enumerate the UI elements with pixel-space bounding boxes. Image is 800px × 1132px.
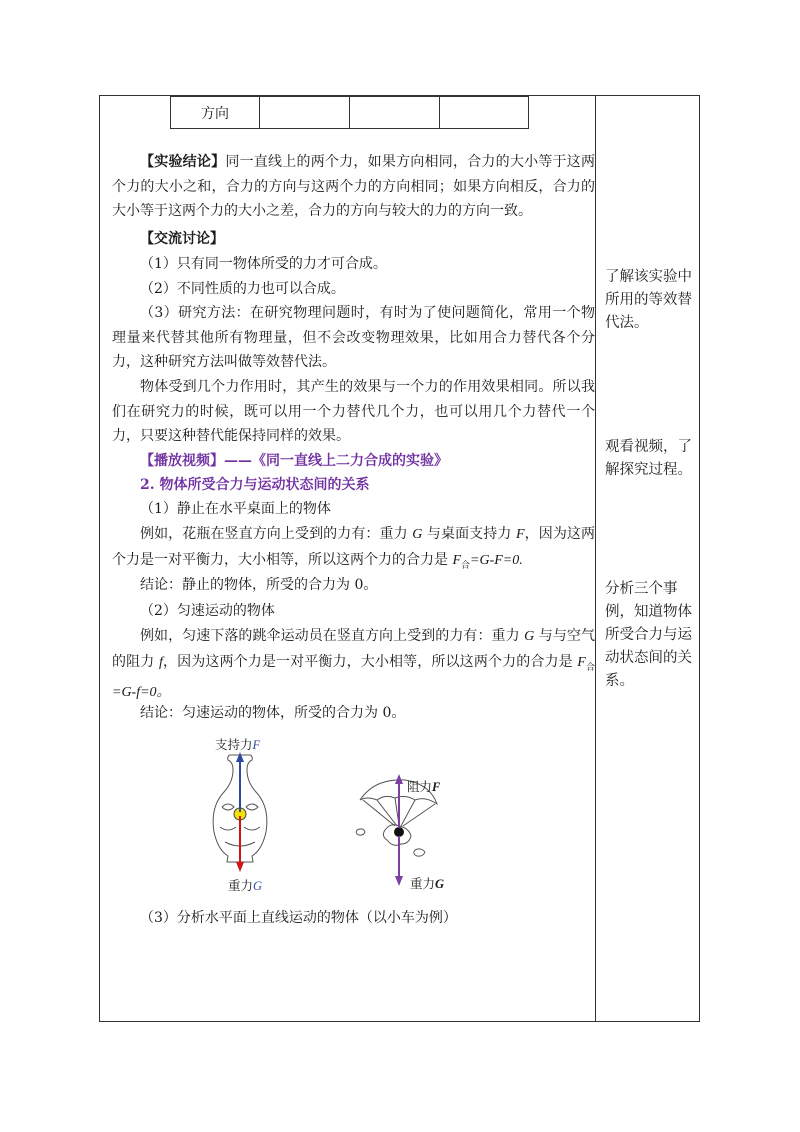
discussion-p2: （2）不同性质的力也可以合成。 — [140, 281, 345, 297]
s1-text-b: 与桌面支持力 — [422, 526, 516, 542]
parachute-resistance-label — [407, 777, 440, 795]
video-link — [112, 449, 595, 474]
table-row — [171, 97, 529, 129]
conclusion-text: 同一直线上的两个力，如果方向相同，合力的大小等于这两个力的大小之和，合力的方向与这两个力的方向相同；如果方向相反，合力的大小等于这两个力的大小之差，合力的方向与较大的力的方向一致。 — [112, 154, 596, 219]
table-cell — [260, 97, 350, 129]
symbol-f: f — [158, 654, 163, 670]
symbol-G: G — [412, 527, 423, 542]
s2-title: （2）匀速运动的物体 — [140, 603, 275, 619]
parachute-gravity-symbol: G — [435, 877, 445, 891]
parachute-gravity-text: 重力 — [410, 876, 436, 891]
s2-text-b: 与与空气的阻力 — [112, 628, 595, 670]
conclusion-paragraph — [112, 150, 595, 224]
s1-title: （1）静止在水平桌面上的物体 — [140, 501, 331, 517]
vase-gravity-symbol: G — [253, 879, 263, 893]
vase-support-text: 支持力 — [215, 737, 253, 752]
vase-figure — [200, 752, 280, 877]
parachute-gravity-label — [410, 874, 444, 892]
parachute-resistance-symbol: F — [432, 780, 441, 794]
s1-conclusion: 结论：静止的物体，所受的合力为 0。 — [140, 577, 378, 593]
table-row-label: 方向 — [171, 97, 260, 129]
vase-support-label — [215, 735, 260, 753]
s2-text-c: ，因为这两个力是一对平衡力，大小相等，所以这两个力的合力是 — [162, 653, 578, 670]
vase-gravity-label — [228, 876, 262, 894]
s2-example — [112, 624, 595, 705]
result-table — [170, 96, 529, 129]
video-link-text: 【播放视频】——《同一直线上二力合成的实验》 — [140, 453, 448, 469]
side-note-1: 了解该实验中所用的等效替代法。 — [605, 269, 692, 331]
discussion-p3: （3）研究方法：在研究物理问题时，有时为了使问题简化，常用一个物理量来代替其他所有物理量，但不会改变物理效果，比如用合力替代各个分力，这种研究方法叫做等效替代法。 — [112, 305, 595, 370]
side-note-3: 分析三个事例，知道物体所受合力与运动状态间的关系。 — [605, 581, 692, 689]
s1-text-c: ，因为这两个力是一对平衡力，大小相等，所以这两个力的合力是 — [112, 526, 596, 568]
discussion-p1: （1）只有同一物体所受的力才可合成。 — [140, 256, 387, 272]
column-divider — [595, 95, 596, 1022]
discussion-heading — [112, 227, 595, 252]
section2-heading — [112, 473, 595, 498]
symbol-F: F — [516, 527, 525, 542]
s2-conclusion: 结论：匀速运动的物体，所受的合力为 0。 — [140, 705, 406, 721]
side-note-2: 观看视频，了解探究过程。 — [605, 439, 692, 478]
subscript-he: 合 — [461, 560, 471, 571]
vase-support-symbol: F — [252, 738, 261, 752]
s2-text-a: 例如，匀速下落的跳伞运动员在竖直方向上受到的力有：重力 — [140, 628, 525, 644]
s1-text-d: =G-F=0. — [470, 552, 523, 568]
s1-example — [112, 522, 595, 578]
vase-gravity-text: 重力 — [228, 878, 254, 893]
s3-title: （3）分析水平面上直线运动的物体（以小车为例） — [140, 910, 457, 926]
s2-text-d: =G-f=0。 — [112, 684, 171, 700]
s1-text-a: 例如，花瓶在竖直方向上受到的力有：重力 — [140, 526, 413, 542]
conclusion-heading: 【实验结论】 — [140, 154, 226, 170]
symbol-F-resultant: F — [452, 552, 462, 568]
table-cell — [350, 97, 440, 129]
symbol-F-resultant: F — [577, 654, 586, 670]
section2-heading-text: 2. 物体所受合力与运动状态间的关系 — [140, 477, 370, 493]
symbol-G: G — [524, 629, 535, 644]
subscript-he: 合 — [585, 662, 595, 673]
table-cell — [440, 97, 529, 129]
discussion-heading-text: 【交流讨论】 — [140, 231, 224, 247]
parachute-resistance-text: 阻力 — [407, 779, 433, 794]
discussion-p4: 物体受到几个力作用时，其产生的效果与一个力的作用效果相同。所以我们在研究力的时候，既可以用一个力替代几个力，也可以用几个力替代一个力，只要这种替代能保持同样的效果。 — [112, 379, 595, 444]
